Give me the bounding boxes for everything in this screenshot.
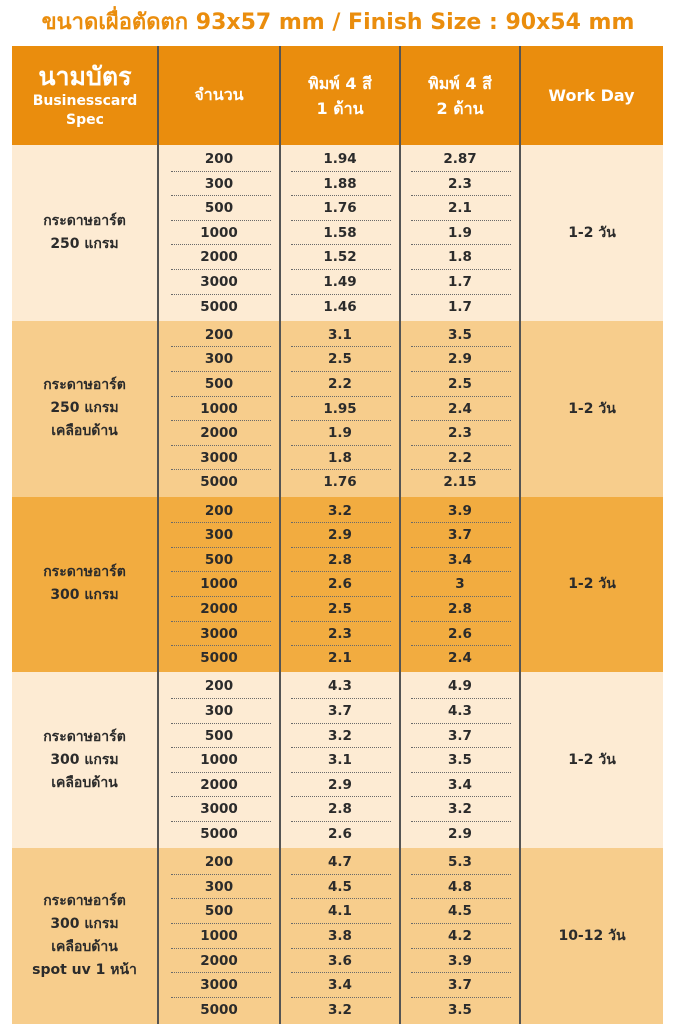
qty-cell: 1000 [200, 752, 238, 769]
qty-cell: 300 [204, 702, 234, 719]
price-1side-cell: 2.8 [328, 801, 352, 818]
price-1side-cell: 1.46 [323, 298, 357, 315]
price-2side-cell: 3.7 [448, 727, 472, 744]
price-rows [159, 499, 519, 671]
qty-cell: 2000 [200, 425, 238, 442]
price-2side-cell: 4.9 [448, 678, 472, 695]
header-print-2side-l1: พิมพ์ 4 สี [428, 73, 492, 93]
header-print-2side [400, 46, 520, 145]
work-day-value: 1-2 วัน [568, 224, 616, 241]
qty-cell: 300 [204, 527, 234, 544]
table-row [159, 499, 519, 524]
qty-cell: 1000 [200, 400, 238, 417]
table-row [159, 924, 519, 949]
price-1side-cell: 2.1 [328, 650, 352, 667]
qty-cell: 200 [204, 151, 234, 167]
header-spec-th: นามบัตร [38, 61, 132, 91]
table-row [159, 973, 519, 998]
price-2side-cell: 2.15 [443, 474, 477, 491]
price-1side-cell: 1.88 [323, 175, 357, 192]
price-rows [159, 147, 519, 319]
price-2side-cell: 3.5 [448, 752, 472, 769]
price-1side-cell: 1.49 [323, 273, 357, 290]
work-day-value: 1-2 วัน [568, 576, 616, 593]
spec-group [12, 848, 663, 1024]
price-2side-cell: 4.5 [448, 903, 472, 920]
page-title: ขนาดเผื่อตัดตก 93x57 mm / Finish Size : 90x54 mm [41, 10, 635, 35]
table-row [159, 674, 519, 699]
table-row [159, 295, 519, 320]
qty-cell: 3000 [200, 449, 238, 466]
price-2side-cell: 2.5 [448, 375, 472, 392]
table-row [159, 699, 519, 724]
price-2side-cell: 3.9 [448, 502, 472, 519]
table-row [159, 270, 519, 295]
price-1side-cell: 2.3 [328, 625, 352, 642]
price-2side-cell: 2.3 [448, 425, 472, 442]
price-1side-cell: 3.2 [328, 502, 352, 519]
table-row [159, 949, 519, 974]
price-2side-cell: 2.9 [448, 351, 472, 368]
price-2side-cell: 2.6 [448, 625, 472, 642]
price-2side-cell: 2.8 [448, 600, 472, 617]
price-1side-cell: 4.3 [328, 678, 352, 695]
price-1side-cell: 1.76 [323, 200, 357, 217]
price-2side-cell: 2.87 [443, 151, 477, 167]
header-spec-en-2: Spec [66, 111, 104, 128]
price-1side-cell: 4.5 [328, 878, 352, 895]
table-row [159, 548, 519, 573]
price-2side-cell: 2.1 [448, 200, 472, 217]
qty-cell: 5000 [200, 650, 238, 667]
table-row [159, 421, 519, 446]
price-1side-cell: 1.95 [323, 400, 357, 417]
table-row [159, 850, 519, 875]
price-1side-cell: 1.8 [328, 449, 352, 466]
price-1side-cell: 2.2 [328, 375, 352, 392]
qty-cell: 1000 [200, 576, 238, 593]
table-row [159, 470, 519, 495]
table-row [159, 221, 519, 246]
table-row [159, 597, 519, 622]
price-2side-cell: 2.4 [448, 650, 472, 667]
qty-cell: 200 [204, 326, 234, 343]
header-work-day: Work Day [548, 86, 635, 105]
price-2side-cell: 3.7 [448, 977, 472, 994]
table-row [159, 245, 519, 270]
work-day-value: 10-12 วัน [558, 928, 626, 945]
header-print-1side [280, 46, 400, 145]
price-2side-cell: 3.9 [448, 952, 472, 969]
qty-cell: 5000 [200, 474, 238, 491]
price-2side-cell: 3.5 [448, 326, 472, 343]
qty-cell: 3000 [200, 273, 238, 290]
qty-cell: 5000 [200, 1001, 238, 1018]
qty-cell: 500 [204, 200, 234, 217]
table-row [159, 147, 519, 172]
price-1side-cell: 3.7 [328, 702, 352, 719]
price-1side-cell: 1.58 [323, 224, 357, 241]
price-2side-cell: 4.8 [448, 878, 472, 895]
spec-group [12, 145, 663, 321]
work-day-value: 1-2 วัน [568, 752, 616, 769]
qty-cell: 5000 [200, 825, 238, 842]
qty-cell: 3000 [200, 625, 238, 642]
qty-cell: 300 [204, 351, 234, 368]
header-spec [12, 46, 158, 145]
table-row [159, 875, 519, 900]
price-1side-cell: 3.1 [328, 326, 352, 343]
header-qty: จำนวน [194, 85, 244, 104]
price-2side-cell: 1.8 [448, 249, 472, 266]
spec-group [12, 497, 663, 673]
price-1side-cell: 4.1 [328, 903, 352, 920]
price-1side-cell: 1.94 [323, 151, 357, 167]
spec-group [12, 321, 663, 497]
work-day-value: 1-2 วัน [568, 400, 616, 417]
price-1side-cell: 2.9 [328, 776, 352, 793]
table-row [159, 323, 519, 348]
header-print-2side-l2: 2 ด้าน [436, 98, 484, 118]
table-row [159, 797, 519, 822]
table-row [159, 622, 519, 647]
price-2side-cell: 2.2 [448, 449, 472, 466]
qty-cell: 300 [204, 878, 234, 895]
header-print-1side-l2: 1 ด้าน [316, 98, 364, 118]
price-rows [159, 323, 519, 495]
qty-cell: 500 [204, 551, 234, 568]
price-1side-cell: 1.76 [323, 474, 357, 491]
price-table [12, 46, 663, 1024]
price-2side-cell: 4.3 [448, 702, 472, 719]
price-2side-cell: 1.7 [448, 298, 472, 315]
column-divider [519, 46, 521, 1024]
price-1side-cell: 2.6 [328, 576, 352, 593]
price-1side-cell: 1.9 [328, 425, 352, 442]
table-row [159, 372, 519, 397]
table-row [159, 646, 519, 671]
price-1side-cell: 2.8 [328, 551, 352, 568]
qty-cell: 1000 [200, 224, 238, 241]
price-2side-cell: 1.9 [448, 224, 472, 241]
price-1side-cell: 3.4 [328, 977, 352, 994]
price-2side-cell: 3.2 [448, 801, 472, 818]
table-row [159, 397, 519, 422]
spec-label: กระดาษอาร์ต 300 แกรม [43, 564, 126, 604]
spec-group [12, 672, 663, 848]
price-1side-cell: 3.2 [328, 727, 352, 744]
spec-label: กระดาษอาร์ต 300 แกรม เคลือบด้าน [43, 728, 126, 791]
price-2side-cell: 2.4 [448, 400, 472, 417]
table-row [159, 172, 519, 197]
column-divider [157, 46, 159, 1024]
table-row [159, 572, 519, 597]
price-rows [159, 850, 519, 1022]
price-2side-cell: 4.2 [448, 927, 472, 944]
price-1side-cell: 2.9 [328, 527, 352, 544]
qty-cell: 500 [204, 375, 234, 392]
price-2side-cell: 3.4 [448, 551, 472, 568]
spec-label: กระดาษอาร์ต 250 แกรม [43, 212, 126, 252]
spec-label: กระดาษอาร์ต 300 แกรม เคลือบด้าน spot uv 1 หน้า [32, 893, 137, 979]
table-row [159, 724, 519, 749]
qty-cell: 2000 [200, 776, 238, 793]
qty-cell: 200 [204, 854, 234, 871]
price-rows [159, 674, 519, 846]
qty-cell: 200 [204, 502, 234, 519]
price-2side-cell: 1.7 [448, 273, 472, 290]
price-2side-cell: 2.9 [448, 825, 472, 842]
table-header [12, 46, 663, 145]
table-row [159, 773, 519, 798]
qty-cell: 2000 [200, 600, 238, 617]
price-2side-cell: 3.5 [448, 1001, 472, 1018]
price-1side-cell: 1.52 [323, 249, 357, 266]
price-2side-cell: 5.3 [448, 854, 472, 871]
qty-cell: 5000 [200, 298, 238, 315]
price-1side-cell: 2.5 [328, 600, 352, 617]
qty-cell: 500 [204, 727, 234, 744]
price-1side-cell: 2.6 [328, 825, 352, 842]
price-2side-cell: 2.3 [448, 175, 472, 192]
table-row [159, 748, 519, 773]
price-2side-cell: 3.4 [448, 776, 472, 793]
table-row [159, 196, 519, 221]
price-2side-cell: 3 [455, 576, 465, 593]
price-1side-cell: 4.7 [328, 854, 352, 871]
column-divider [279, 46, 281, 1024]
column-divider [399, 46, 401, 1024]
header-print-1side-l1: พิมพ์ 4 สี [308, 73, 372, 93]
qty-cell: 300 [204, 175, 234, 192]
price-2side-cell: 3.7 [448, 527, 472, 544]
price-1side-cell: 3.1 [328, 752, 352, 769]
qty-cell: 2000 [200, 952, 238, 969]
qty-cell: 1000 [200, 927, 238, 944]
table-row [159, 347, 519, 372]
price-1side-cell: 2.5 [328, 351, 352, 368]
price-1side-cell: 3.2 [328, 1001, 352, 1018]
qty-cell: 3000 [200, 801, 238, 818]
qty-cell: 500 [204, 903, 234, 920]
table-row [159, 523, 519, 548]
spec-label: กระดาษอาร์ต 250 แกรม เคลือบด้าน [43, 377, 126, 440]
table-row [159, 899, 519, 924]
qty-cell: 3000 [200, 977, 238, 994]
price-1side-cell: 3.6 [328, 952, 352, 969]
qty-cell: 200 [204, 678, 234, 695]
price-1side-cell: 3.8 [328, 927, 352, 944]
table-row [159, 822, 519, 847]
table-row [159, 446, 519, 471]
header-spec-en-1: Businesscard [32, 92, 138, 109]
table-row [159, 998, 519, 1023]
qty-cell: 2000 [200, 249, 238, 266]
